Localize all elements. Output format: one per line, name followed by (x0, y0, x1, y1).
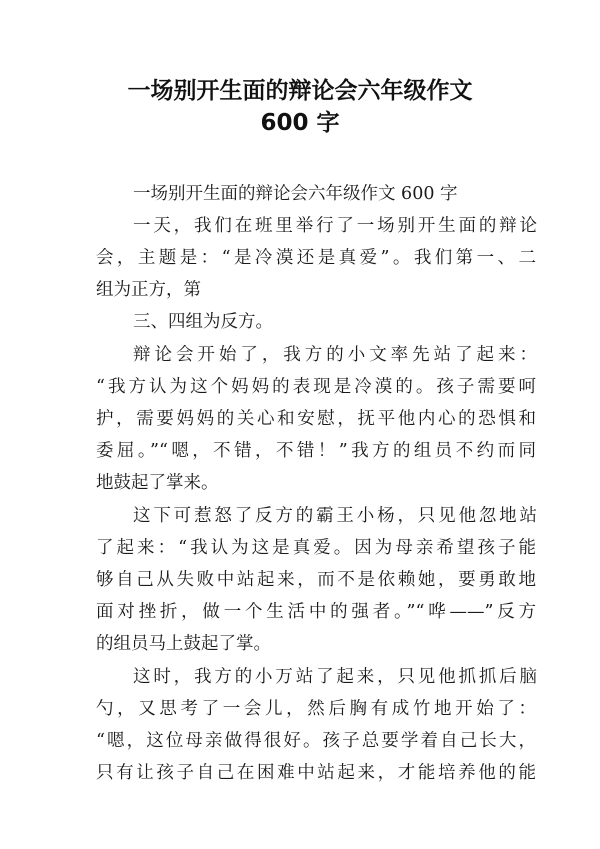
body-line-subtitle: 一场别开生面的辩论会六年级作文 600 字 (133, 184, 458, 204)
body-line: 会，主题是：“是冷漠还是真爱”。我们第一、二 (96, 248, 536, 268)
body-line: “嗯，这位母亲做得很好。孩子总要学着自己长大， (96, 731, 536, 751)
document-title-line-1: 一场别开生面的辩论会六年级作文 (127, 78, 473, 104)
body-line: 委屈。”“嗯，不错，不错！”我方的组员不约而同 (96, 441, 536, 461)
body-line: 勺，又思考了一会儿，然后胸有成竹地开始了： (96, 699, 536, 719)
document-title-line-2: 600 字 (260, 110, 340, 136)
body-line: 的组员马上鼓起了掌。 (96, 634, 271, 654)
body-line: 地鼓起了掌来。 (96, 473, 219, 493)
body-line: 护，需要妈妈的关心和安慰，抚平他内心的恐惧和 (96, 409, 536, 429)
body-line: “我方认为这个妈妈的表现是冷漠的。孩子需要呵 (96, 377, 536, 397)
body-line: 这下可惹怒了反方的霸王小杨，只见他忽地站 (133, 506, 537, 526)
body-line: 三、四组为反方。 (133, 312, 273, 332)
body-line: 够自己从失败中站起来，而不是依赖她，要勇敢地 (96, 570, 536, 590)
body-line: 一天，我们在班里举行了一场别开生面的辩论 (133, 216, 537, 236)
body-line: 只有让孩子自己在困难中站起来，才能培养他的能 (96, 763, 536, 783)
body-line: 这时，我方的小万站了起来，只见他抓抓后脑 (133, 667, 537, 687)
body-line: 辩论会开始了，我方的小文率先站了起来： (133, 345, 537, 365)
body-line: 组为正方，第 (96, 280, 201, 300)
body-line: 了起来：“我认为这是真爱。因为母亲希望孩子能 (96, 538, 536, 558)
body-line: 面对挫折，做一个生活中的强者。”“哗——”反方 (96, 602, 536, 622)
